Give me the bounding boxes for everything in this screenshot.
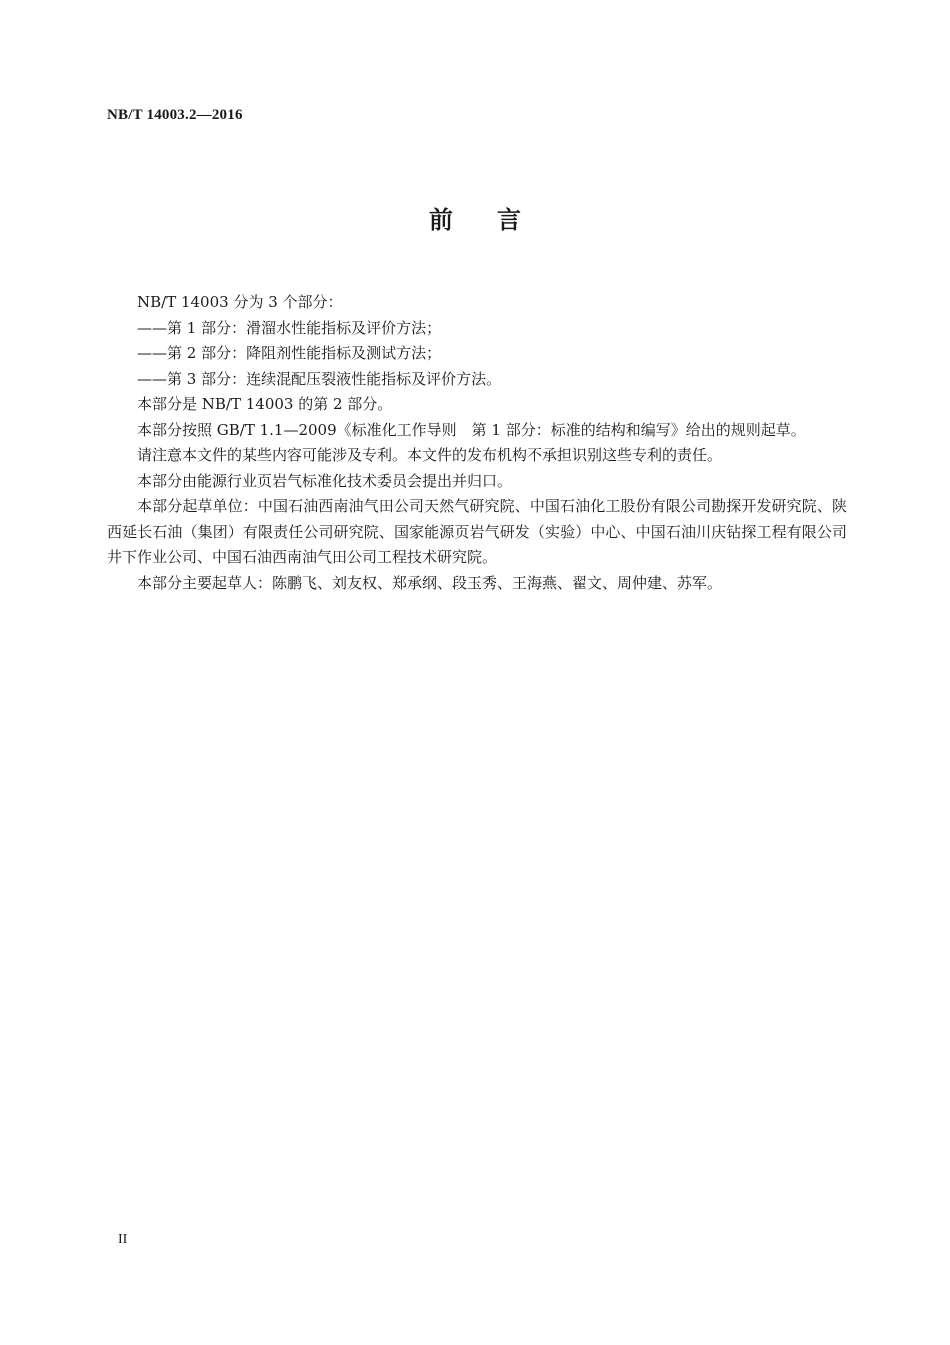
page-title: 前言 (429, 206, 565, 234)
paragraph-drafters: 本部分主要起草人：陈鹏飞、刘友权、郑承纲、段玉秀、王海燕、翟文、周仲建、苏军。 (137, 573, 723, 592)
page-number: II (118, 1232, 128, 1247)
paragraph-patent-notice: 请注意本文件的某些内容可能涉及专利。本文件的发布机构不承担识别这些专利的责任。 (137, 446, 723, 464)
paragraph-part-3: ——第 3 部分：连续混配压裂液性能指标及评价方法。 (137, 369, 502, 388)
foreword-body (107, 290, 847, 596)
paragraph-parts-intro: NB/T 14003 分为 3 个部分： (137, 293, 343, 311)
document-code: NB/T 14003.2—2016 (107, 107, 243, 123)
paragraph-part-1: ——第 1 部分：滑溜水性能指标及评价方法； (137, 318, 442, 337)
paragraph-this-part: 本部分是 NB/T 14003 的第 2 部分。 (137, 395, 393, 413)
paragraph-drafting-units: 本部分起草单位：中国石油西南油气田公司天然气研究院、中国石油化工股份有限公司勘探开发研究院、陕西延长石油（集团）有限责任公司研究院、国家能源页岩气研发（实验）中心、中国石油川庆钻探工程有限公司井下作业公司、中国石油西南油气田公司工程技术研究院。 (107, 497, 847, 566)
paragraph-proposer: 本部分由能源行业页岩气标准化技术委员会提出并归口。 (137, 471, 513, 490)
paragraph-drafting-rules: 本部分按照 GB/T 1.1—2009《标准化工作导则 第 1 部分：标准的结构和编写》给出的规则起草。 (137, 420, 806, 439)
paragraph-part-2: ——第 2 部分：降阻剂性能指标及测试方法； (137, 344, 442, 362)
